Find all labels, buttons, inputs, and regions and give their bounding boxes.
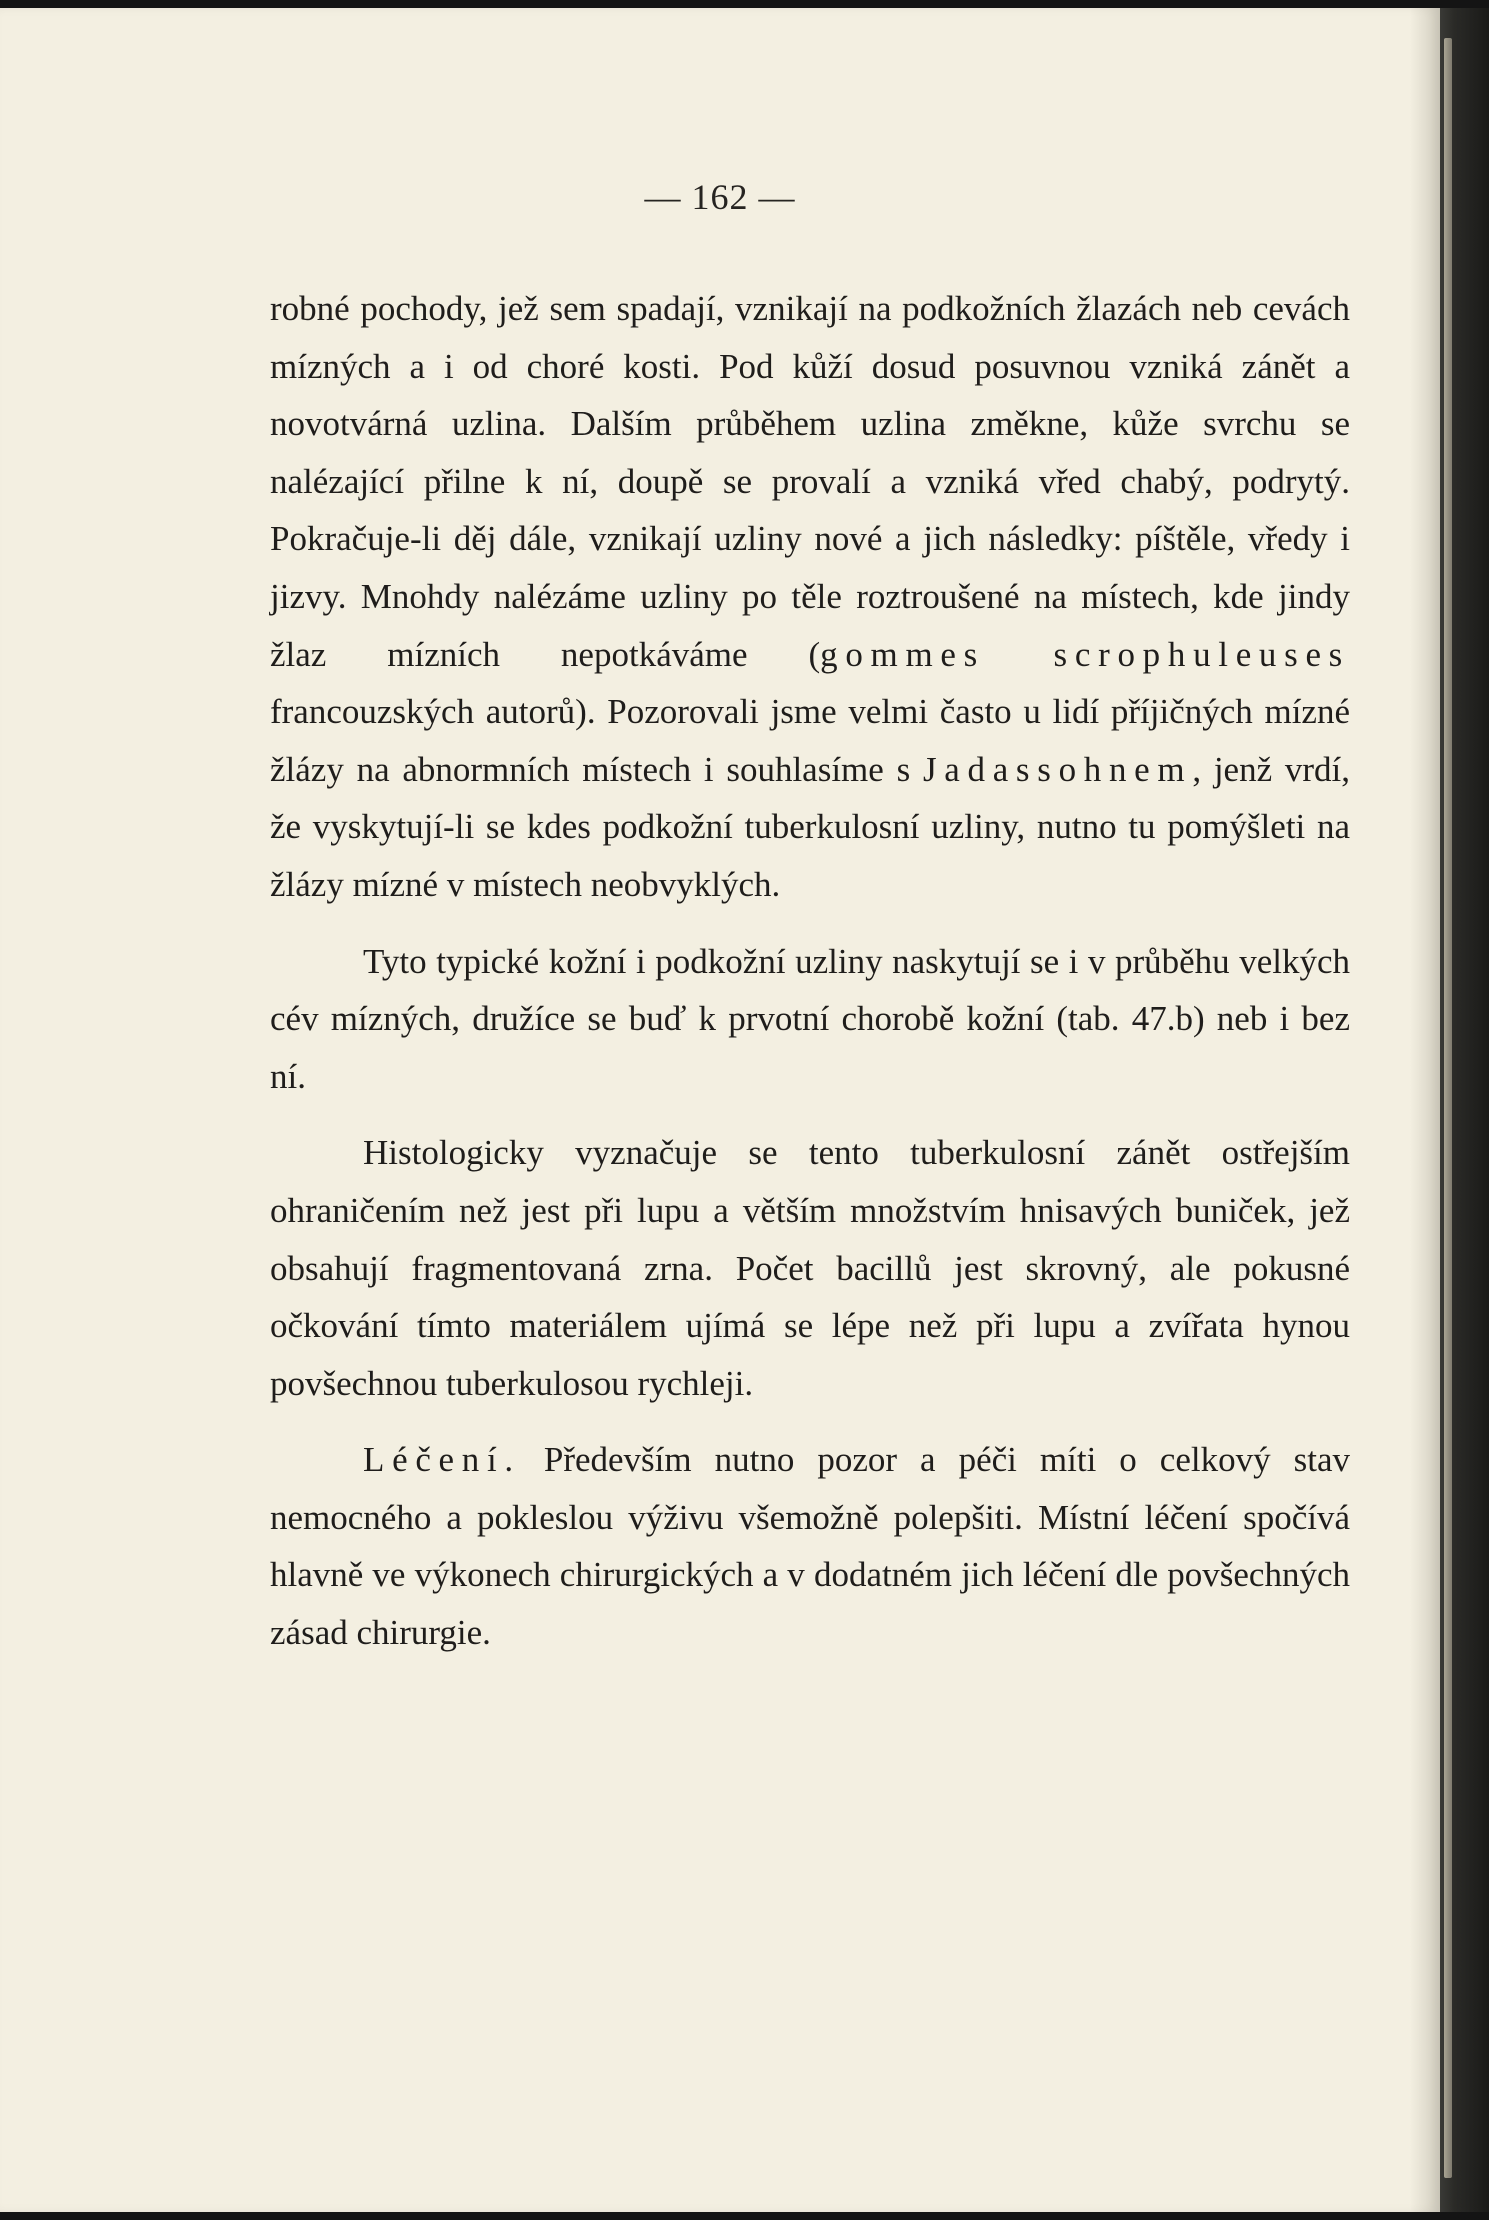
paragraph-1 xyxy=(270,280,1350,914)
page-body-text xyxy=(270,280,1350,1662)
paragraph-2: Tyto typické kožní i podkožní uzliny naskytují se i v průběhu velkých cév mízných, družíce se buď k prvotní chorobě kožní (tab. 47.b) neb i bez ní. xyxy=(270,941,1350,1096)
paragraph-1-spaced-term: gommes scrophuleuses xyxy=(820,634,1351,674)
page-stack-edge xyxy=(1444,38,1452,2178)
paragraph-3: Histologicky vyznačuje se tento tuberkulosní zánět ostřejším ohraničením než jest při lupu a větším množstvím hnisavých buniček, jež obsahují fragmentovaná zrna. Počet bacillů jest skrovný, ale pokusné očkování tímto materiálem ujímá se lépe než při lupu a zvířata hynou povšechnou tuberkulosou rychleji. xyxy=(270,1133,1350,1403)
paragraph-1-spaced-name: Jadassohnem xyxy=(922,749,1193,789)
book-edge xyxy=(1440,8,1489,2212)
spine-shadow xyxy=(1410,8,1440,2212)
paragraph-4 xyxy=(270,1431,1350,1661)
paragraph-1-part-a: robné pochody, jež sem spadají, vznikají na podkožních žlazách neb cevách mízných a i od choré kosti. Pod kůží dosud posuvnou vzniká zánět a novotvárná uzlina. Dalším průběhem uzlina změkne, kůže svrchu se nalézající přilne k ní, doupě se provalí a vzniká vřed chabý, podrytý. Pokračuje-li děj dále, vznikají uzliny nové a jich následky: píštěle, vředy i jizvy. Mnohdy nalézáme uzliny po těle roztroušené na místech, kde jindy žlaz mízních nepotkáváme ( xyxy=(270,289,1350,674)
paragraph-1-part-c: francouzských autorů). Pozorovali jsme velmi často u lidí příjičných mízné žlázy na abnormních místech i souhlasíme s xyxy=(270,692,1350,789)
paragraph-4-body: Především nutno pozor a péči míti o celkový stav nemocného a pokleslou výživu všemožně polepšiti. Místní léčení spočívá hlavně ve výkonech chirurgických a v dodatném jich léčení dle povšechných zásad chirurgie. xyxy=(270,1440,1350,1653)
section-heading-treatment: Léčení. xyxy=(363,1440,521,1480)
book-page xyxy=(0,8,1440,2212)
page-number: — 162 — xyxy=(644,177,796,217)
paragraph-1-part-e: , jenž vrdí, že vyskytují-li se kdes podkožní tuberkulosní uzliny, nutno tu pomýšleti na žlázy mízné v místech neobvyklých. xyxy=(270,749,1350,904)
